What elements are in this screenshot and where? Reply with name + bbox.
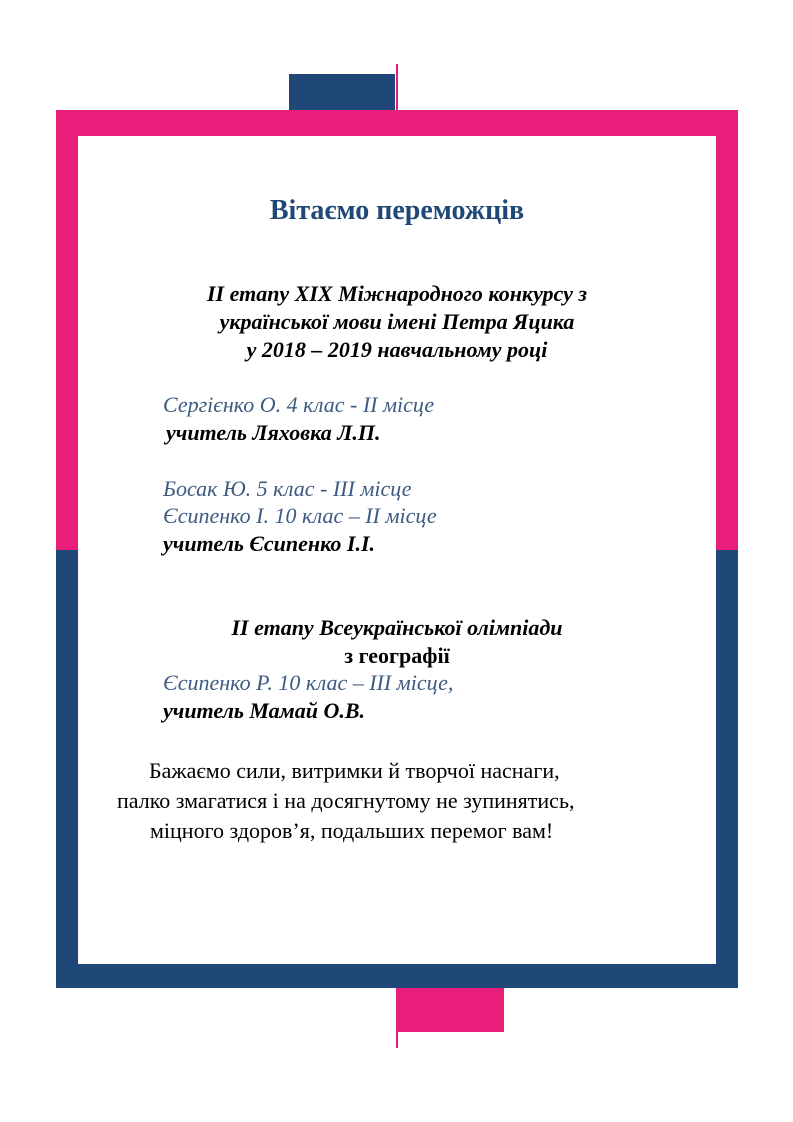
winner-sergiienko: Сергієнко О. 4 клас - ІІ місце [163, 392, 435, 417]
contest1-line3: у 2018 – 2019 навчальному році [246, 337, 548, 362]
winner-bosak: Босак Ю. 5 клас - ІІІ місце [163, 476, 412, 501]
decor-top-line [396, 64, 398, 110]
contest2-line1: ІІ етапу Всеукраїнської олімпіади [231, 615, 563, 640]
wishes-line3: міцного здоров’я, подальших перемог вам! [150, 818, 554, 843]
decor-top-tab [289, 74, 395, 110]
wishes-line1: Бажаємо сили, витримки й творчої наснаги, [149, 758, 560, 783]
decor-bottom-line [396, 988, 398, 1048]
wishes-line2: палко змагатися і на досягнутому не зупинятись, [117, 788, 575, 813]
contest1-line2: української мови імені Петра Яцика [219, 309, 575, 334]
decor-bottom-tab [397, 988, 504, 1032]
teacher-mamai: учитель Мамай О.В. [163, 698, 366, 723]
contest2-line2: з географії [344, 643, 450, 668]
contest1-line1: ІІ етапу ХІХ Міжнародного конкурсу з [206, 281, 588, 306]
page-title: Вітаємо переможців [269, 195, 525, 226]
winner-yesypenko-r: Єсипенко Р. 10 клас – ІІІ місце, [163, 670, 454, 695]
teacher-liakhovka: учитель Ляховка Л.П. [166, 420, 381, 445]
teacher-yesypenko: учитель Єсипенко І.І. [163, 531, 376, 556]
winner-yesypenko-i: Єсипенко І. 10 клас – ІІ місце [163, 503, 437, 528]
